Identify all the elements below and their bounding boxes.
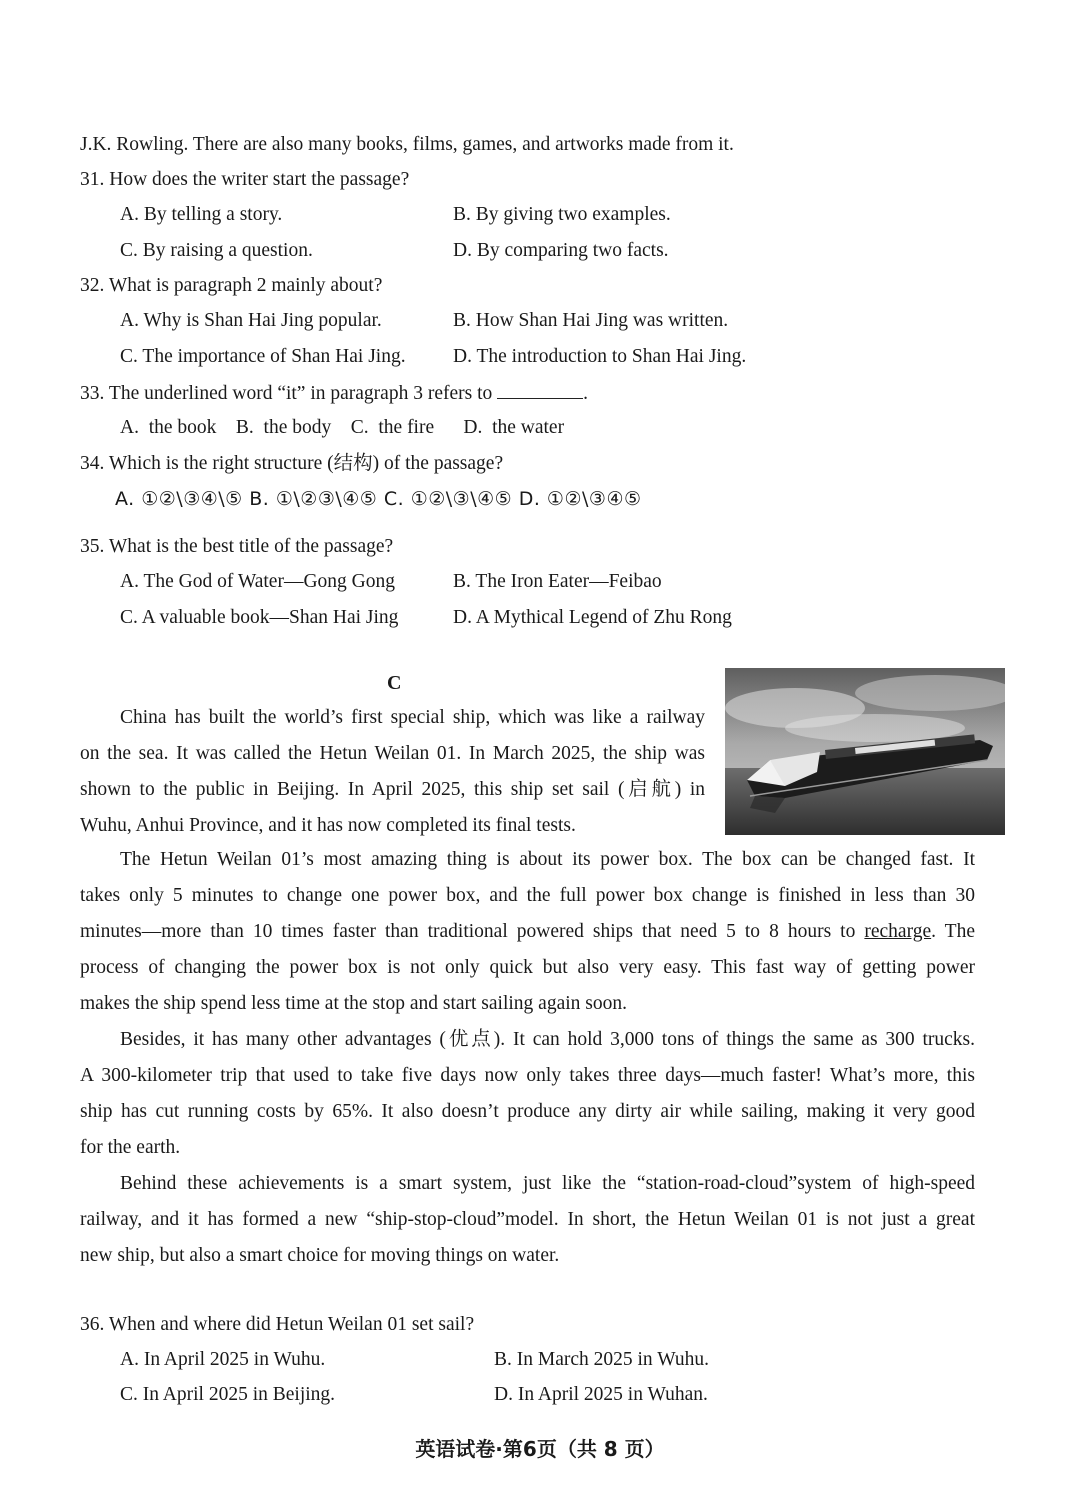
question-text: What is the best title of the passage? xyxy=(108,536,394,557)
text-line: makes the ship spend less time at the stop and start sailing again soon. xyxy=(80,993,627,1014)
text-line: for the earth. xyxy=(80,1137,181,1158)
question-text: What is paragraph 2 mainly about? xyxy=(108,275,383,296)
question-text: When and where did Hetun Weilan 01 set sail? xyxy=(108,1314,475,1335)
text-line: Behind these achievements is a smart system, just like the “station-road-cloud”system of high-speed xyxy=(120,1173,975,1194)
question-number: 34. xyxy=(80,453,105,474)
q34-options: A. ①②\③④\⑤ B. ①\②③\④⑤ C. ①②\③\④⑤ D. ①②\③④⑤ xyxy=(115,488,642,510)
passage-paragraph-1 xyxy=(80,700,705,844)
underlined-word: recharge xyxy=(864,921,932,942)
question-33 xyxy=(80,380,588,407)
ship-photo xyxy=(725,668,1005,835)
text-line: new ship, but also a smart choice for moving things on water. xyxy=(80,1245,560,1266)
q35-option-c: C. A valuable book—Shan Hai Jing xyxy=(120,607,399,628)
question-text-end: . xyxy=(583,383,589,404)
question-number: 35. xyxy=(80,536,105,557)
section-heading: C xyxy=(387,672,402,694)
question-34 xyxy=(80,451,503,477)
text-line: on the sea. It was called the Hetun Weilan 01. In March 2025, the ship was xyxy=(80,743,705,764)
text-line: China has built the world’s first special ship, which was like a railway xyxy=(120,707,705,728)
question-32 xyxy=(80,273,382,299)
q35-option-d: D. A Mythical Legend of Zhu Rong xyxy=(453,607,732,628)
text-line: ship has cut running costs by 65%. It also doesn’t produce any dirty air while sailing, making it very good xyxy=(80,1101,975,1122)
text-line: takes only 5 minutes to change one power box, and the full power box change is finished in less than 30 xyxy=(80,885,975,906)
passage-paragraph-4 xyxy=(80,1166,975,1274)
question-number: 33. xyxy=(80,383,105,404)
text-segment: minutes—more than 10 times faster than traditional powered ships that need 5 to 8 hours to xyxy=(80,921,865,942)
text-line: A 300-kilometer trip that used to take five days now only takes three days—much faster! What’s more, this xyxy=(80,1065,975,1086)
q36-option-b: B. In March 2025 in Wuhu. xyxy=(494,1349,709,1370)
page-footer: 英语试卷·第6页（共 8 页） xyxy=(415,1437,665,1461)
q31-option-c: C. By raising a question. xyxy=(120,240,313,261)
q36-option-c: C. In April 2025 in Beijing. xyxy=(120,1384,336,1405)
q35-option-a: A. The God of Water—Gong Gong xyxy=(120,571,395,592)
question-35 xyxy=(80,534,393,560)
q33-options: A. the book B. the body C. the fire D. the water xyxy=(120,417,565,438)
q31-option-a: A. By telling a story. xyxy=(120,204,283,225)
q31-option-d: D. By comparing two facts. xyxy=(453,240,669,261)
q35-option-b: B. The Iron Eater—Feibao xyxy=(453,571,662,592)
q36-option-d: D. In April 2025 in Wuhan. xyxy=(494,1384,708,1405)
intro-line: J.K. Rowling. There are also many books, films, games, and artworks made from it. xyxy=(80,134,734,155)
text-line: shown to the public in Beijing. In April 2025, this ship set sail (启航) in xyxy=(80,779,705,800)
text-line: Besides, it has many other advantages (优点). It can hold 3,000 tons of things the same as 300 trucks. xyxy=(120,1029,975,1050)
question-text: The underlined word “it” in paragraph 3 refers to xyxy=(108,383,498,404)
question-number: 32. xyxy=(80,275,105,296)
question-36 xyxy=(80,1312,474,1338)
q32-option-b: B. How Shan Hai Jing was written. xyxy=(453,310,729,331)
text-segment: . The xyxy=(931,921,975,942)
text-line: The Hetun Weilan 01’s most amazing thing is about its power box. The box can be changed fast. It xyxy=(120,849,975,870)
question-text: How does the writer start the passage? xyxy=(109,169,410,190)
q32-option-d: D. The introduction to Shan Hai Jing. xyxy=(453,346,747,367)
text-line: railway, and it has formed a new “ship-stop-cloud”model. In short, the Hetun Weilan 01 is not just a great xyxy=(80,1209,975,1230)
q32-option-c: C. The importance of Shan Hai Jing. xyxy=(120,346,406,367)
question-number: 36. xyxy=(80,1314,105,1335)
text-line xyxy=(80,914,975,950)
question-text: Which is the right structure (结构) of the passage? xyxy=(108,453,504,474)
passage-paragraph-2 xyxy=(80,842,975,1022)
text-line: Wuhu, Anhui Province, and it has now completed its final tests. xyxy=(80,815,576,836)
text-line: process of changing the power box is not only quick but also very easy. This fast way of getting power xyxy=(80,957,975,978)
question-number: 31. xyxy=(80,169,105,190)
q36-option-a: A. In April 2025 in Wuhu. xyxy=(120,1349,326,1370)
q31-option-b: B. By giving two examples. xyxy=(453,204,671,225)
question-31 xyxy=(80,167,409,193)
answer-blank xyxy=(497,380,583,399)
passage-paragraph-3 xyxy=(80,1022,975,1166)
q32-option-a: A. Why is Shan Hai Jing popular. xyxy=(120,310,382,331)
